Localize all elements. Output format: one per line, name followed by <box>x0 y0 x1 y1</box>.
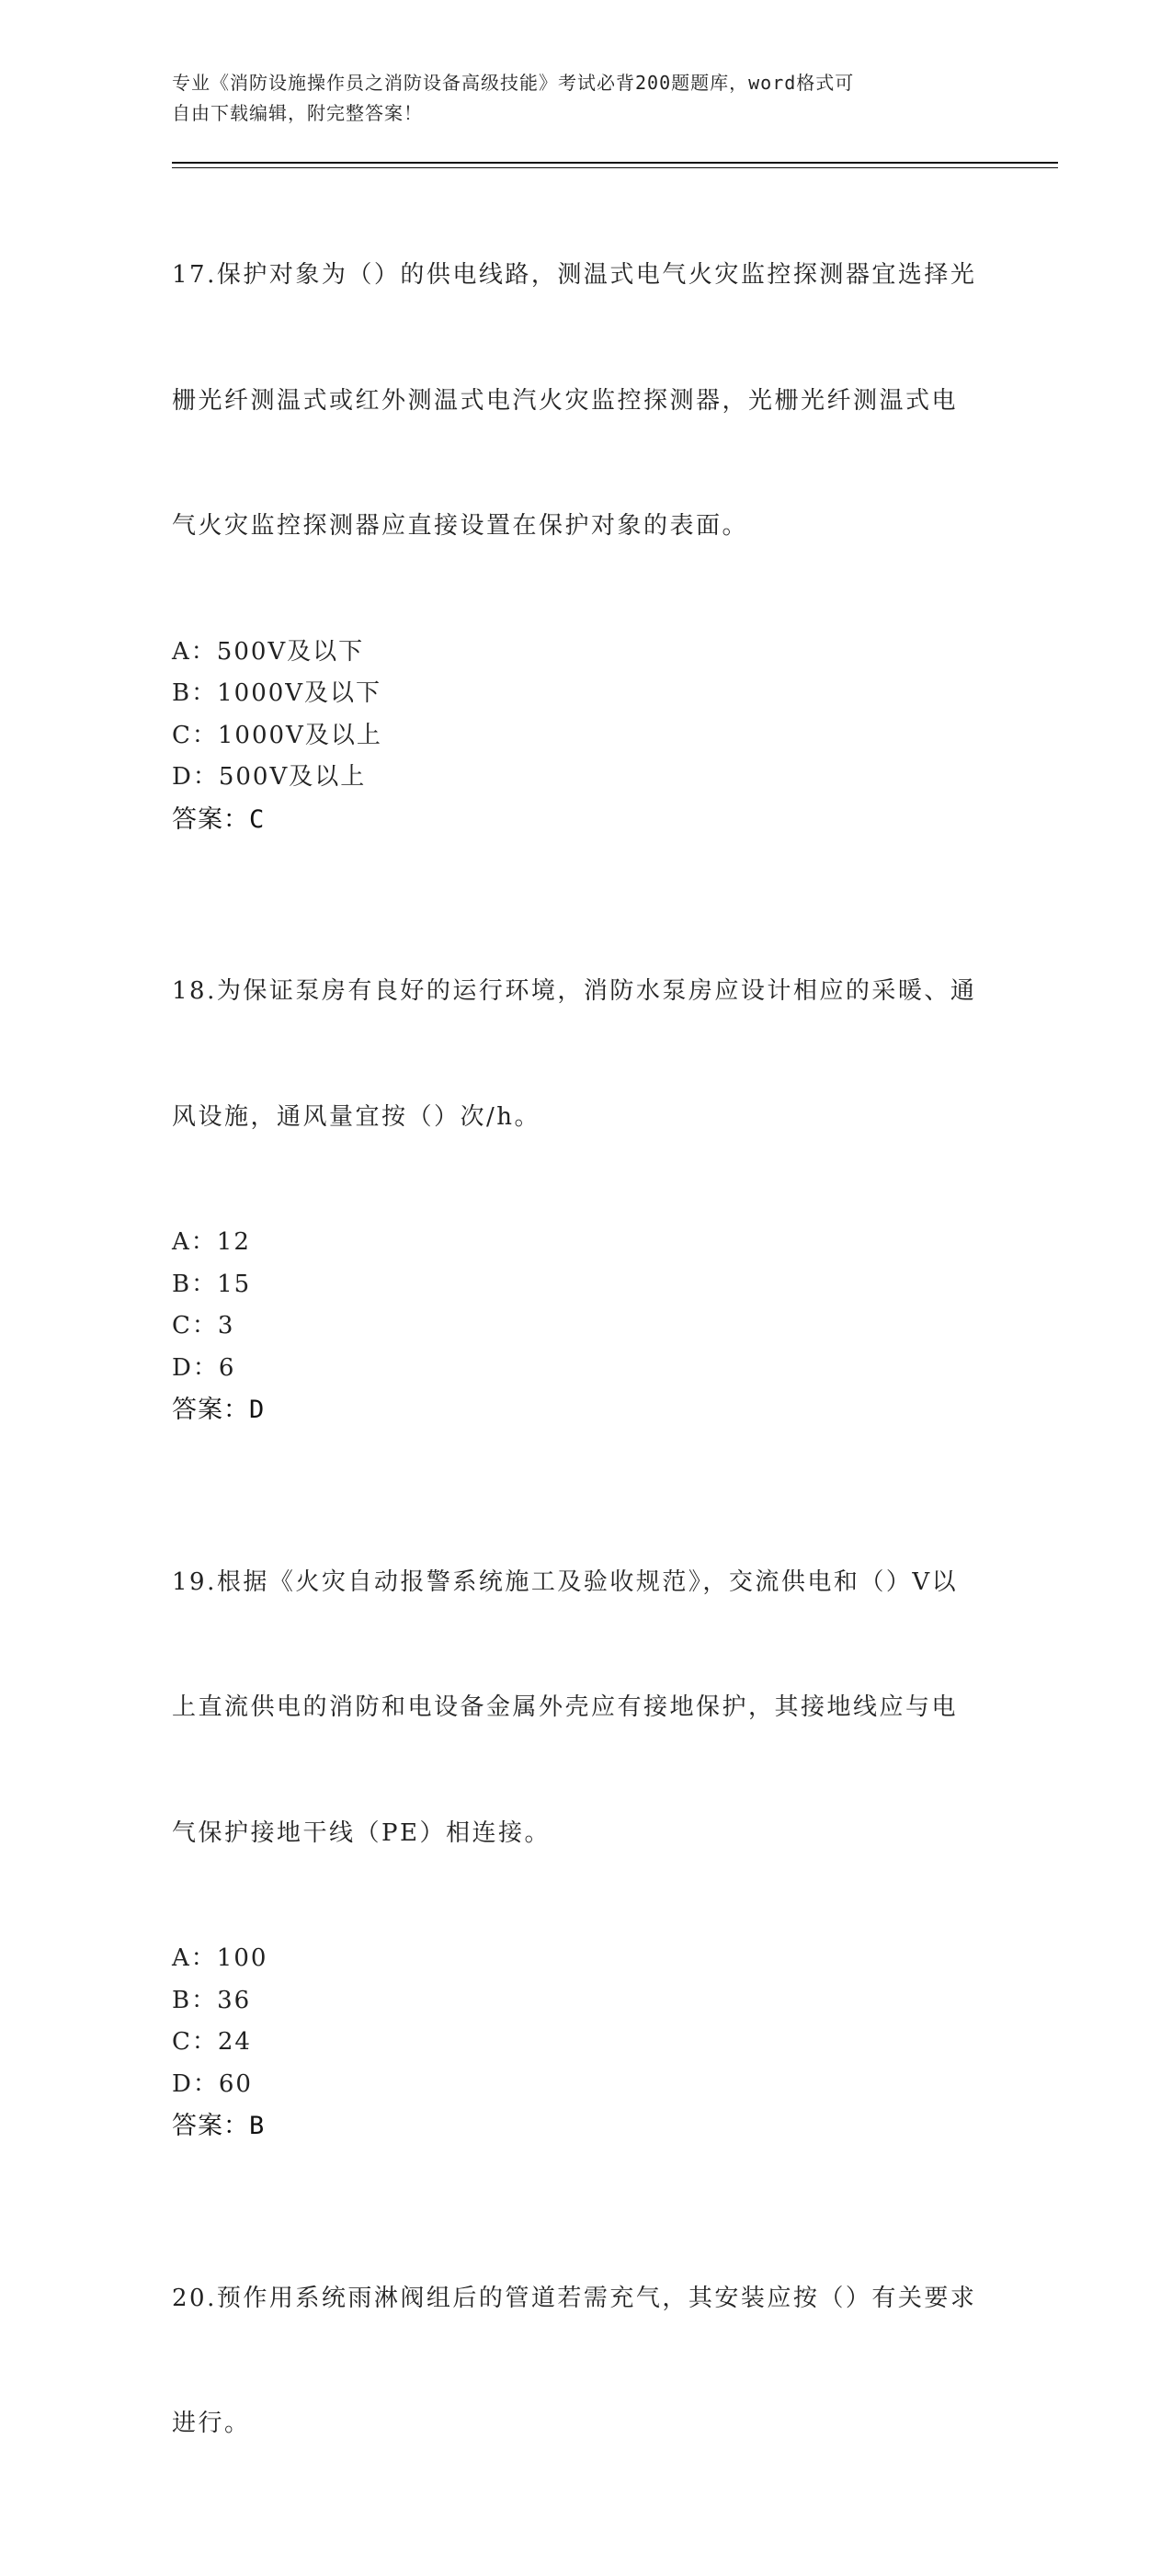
question-text-line: 17.保护对象为（）的供电线路，测温式电气火灾监控探测器宜选择光 <box>172 261 977 289</box>
option-c: C：24 <box>172 2028 252 2056</box>
question-text-line: 栅光纤测温式或红外测温式电汽火灾监控探测器，光栅光纤测温式电 <box>172 386 959 415</box>
header-title-line-2: 自由下载编辑，附完整答案！ <box>172 102 423 124</box>
question-text-line: 气保护接地干线（PE）相连接。 <box>172 1818 551 1847</box>
option-a: A：12 <box>172 1228 251 1256</box>
question-text-line: 19.根据《火灾自动报警系统施工及验收规范》，交流供电和（）V以 <box>172 1567 959 1596</box>
option-c: C：3 <box>172 1312 235 1339</box>
question-text-line: 进行。 <box>172 2410 251 2437</box>
header-title-line-1: 专业《消防设施操作员之消防设备高级技能》考试必背200题题库，word格式可 <box>172 72 855 94</box>
question-text <box>172 1478 999 1939</box>
answer-label: 答案：D <box>172 1396 266 1424</box>
option-a: A：100 <box>172 1944 268 1972</box>
question-text <box>172 2194 999 2529</box>
header-divider-thin <box>172 167 1058 168</box>
question-text-line: 18.为保证泵房有良好的运行环境，消防水泵房应设计相应的采暖、通 <box>172 977 977 1005</box>
question-20 <box>172 2194 999 2529</box>
answer-label: 答案：B <box>172 2112 266 2140</box>
question-text <box>172 171 999 632</box>
question-text-line: 气火灾监控探测器应直接设置在保护对象的表面。 <box>172 512 749 540</box>
question-19 <box>172 1478 999 2148</box>
answer-label: 答案：C <box>172 804 266 834</box>
question-text <box>172 887 999 1222</box>
option-b: B：1000V及以下 <box>172 679 382 707</box>
question-17 <box>172 171 999 840</box>
document-header <box>172 68 981 129</box>
option-d: D：6 <box>172 1353 236 1382</box>
option-a: A：500V及以下 <box>172 637 365 666</box>
header-divider-thick <box>172 162 1058 164</box>
question-18 <box>172 887 999 1431</box>
question-text-line: 20.预作用系统雨淋阀组后的管道若需充气，其安装应按（）有关要求 <box>172 2284 977 2312</box>
question-text-line: 风设施，通风量宜按（）次/h。 <box>172 1102 541 1131</box>
question-list <box>172 171 999 2576</box>
option-d: D：60 <box>172 2069 253 2098</box>
option-d: D：500V及以上 <box>172 763 367 791</box>
question-text-line: 上直流供电的消防和电设备金属外壳应有接地保护，其接地线应与电 <box>172 1693 959 1721</box>
option-b: B：36 <box>172 1986 252 2014</box>
option-c: C：1000V及以上 <box>172 721 382 749</box>
option-b: B：15 <box>172 1270 252 1298</box>
